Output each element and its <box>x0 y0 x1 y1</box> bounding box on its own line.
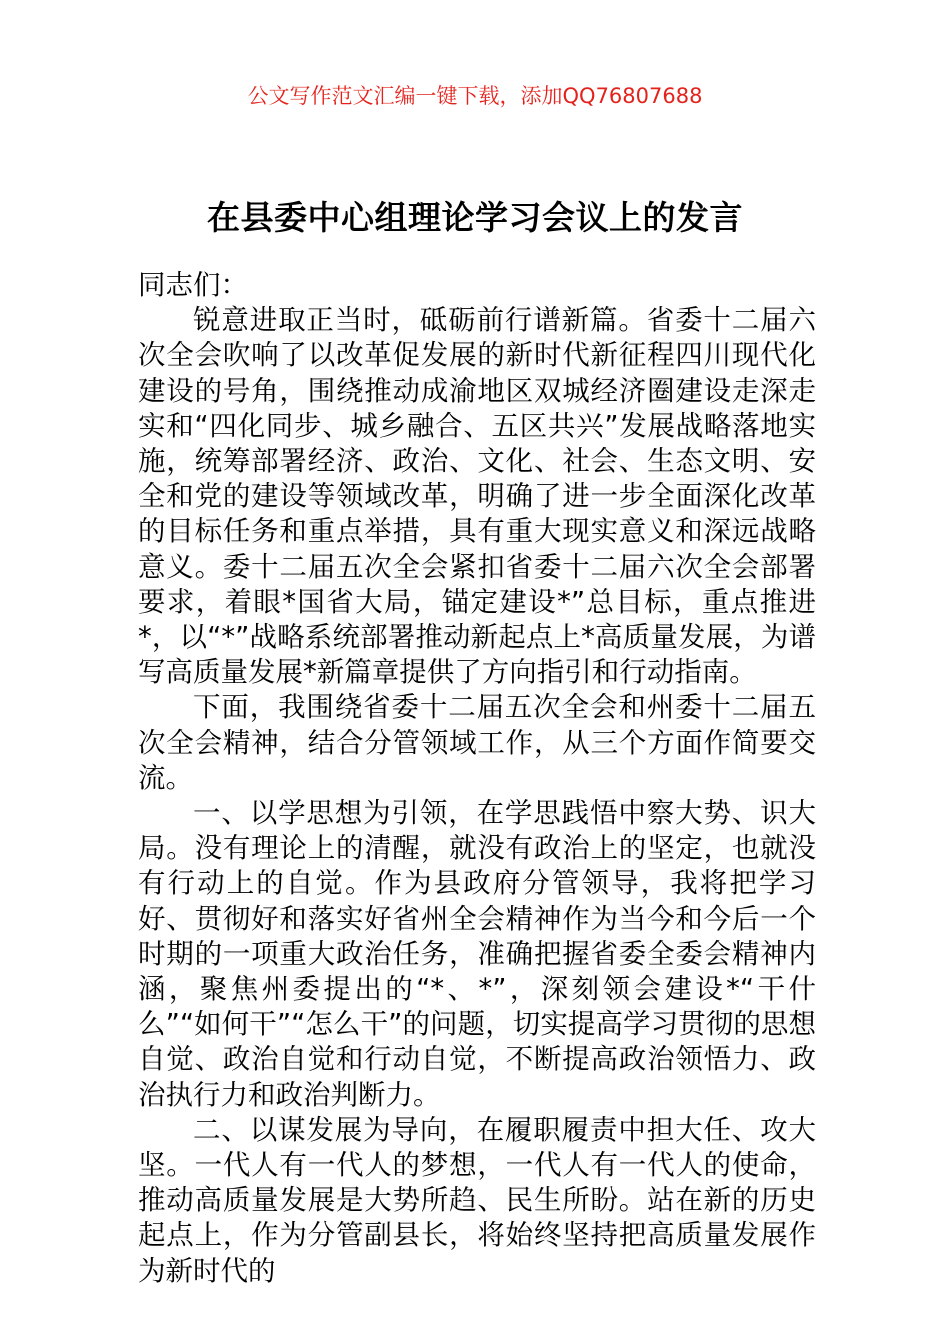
document-body <box>138 268 816 1289</box>
page-title: 在县委中心组理论学习会议上的发言 <box>207 198 743 238</box>
paragraph-4: 二、以谋发展为导向，在履职履责中担大任、攻大坚。一代人有一代人的梦想，一代人有一代人的使命，推动高质量发展是大势所趋、民生所盼。站在新的历史起点上，作为分管副县长，将始终坚持把高质量发展作为新时代的 <box>138 1113 816 1287</box>
promo-watermark-header: 公文写作范文汇编一键下载，添加QQ76807688 <box>247 84 703 108</box>
paragraph-2: 下面，我围绕省委十二届五次全会和州委十二届五次全会精神，结合分管领域工作，从三个方面作简要交流。 <box>138 691 816 794</box>
salutation: 同志们： <box>138 269 248 301</box>
paragraph-1: 锐意进取正当时，砥砺前行谱新篇。省委十二届六次全会吹响了以改革促发展的新时代新征程四川现代化建设的号角，围绕推动成渝地区双城经济圈建设走深走实和“四化同步、城乡融合、五区共兴”发展战略落地实施，统筹部署经济、政治、文化、社会、生态文明、安全和党的建设等领域改革，明确了进一步全面深化改革的目标任务和重点举措，具有重大现实意义和深远战略意义。委十二届五次全会紧扣省委十二届六次全会部署要求，着眼*国省大局，锚定建设*”总目标，重点推进*，以“*”战略系统部署推动新起点上*高质量发展，为谱写高质量发展*新篇章提供了方向指引和行动指南。 <box>138 304 816 689</box>
paragraph-3: 一、以学思想为引领，在学思践悟中察大势、识大局。没有理论上的清醒，就没有政治上的坚定，也就没有行动上的自觉。作为县政府分管领导，我将把学习好、贯彻好和落实好省州全会精神作为当今和今后一个时期的一项重大政治任务，准确把握省委全委会精神内涵，聚焦州委提出的“*、*”，深刻领会建设*“干什么”“如何干”“怎么干”的问题，切实提高学习贯彻的思想自觉、政治自觉和行动自觉，不断提高政治领悟力、政治执行力和政治判断力。 <box>138 797 816 1111</box>
